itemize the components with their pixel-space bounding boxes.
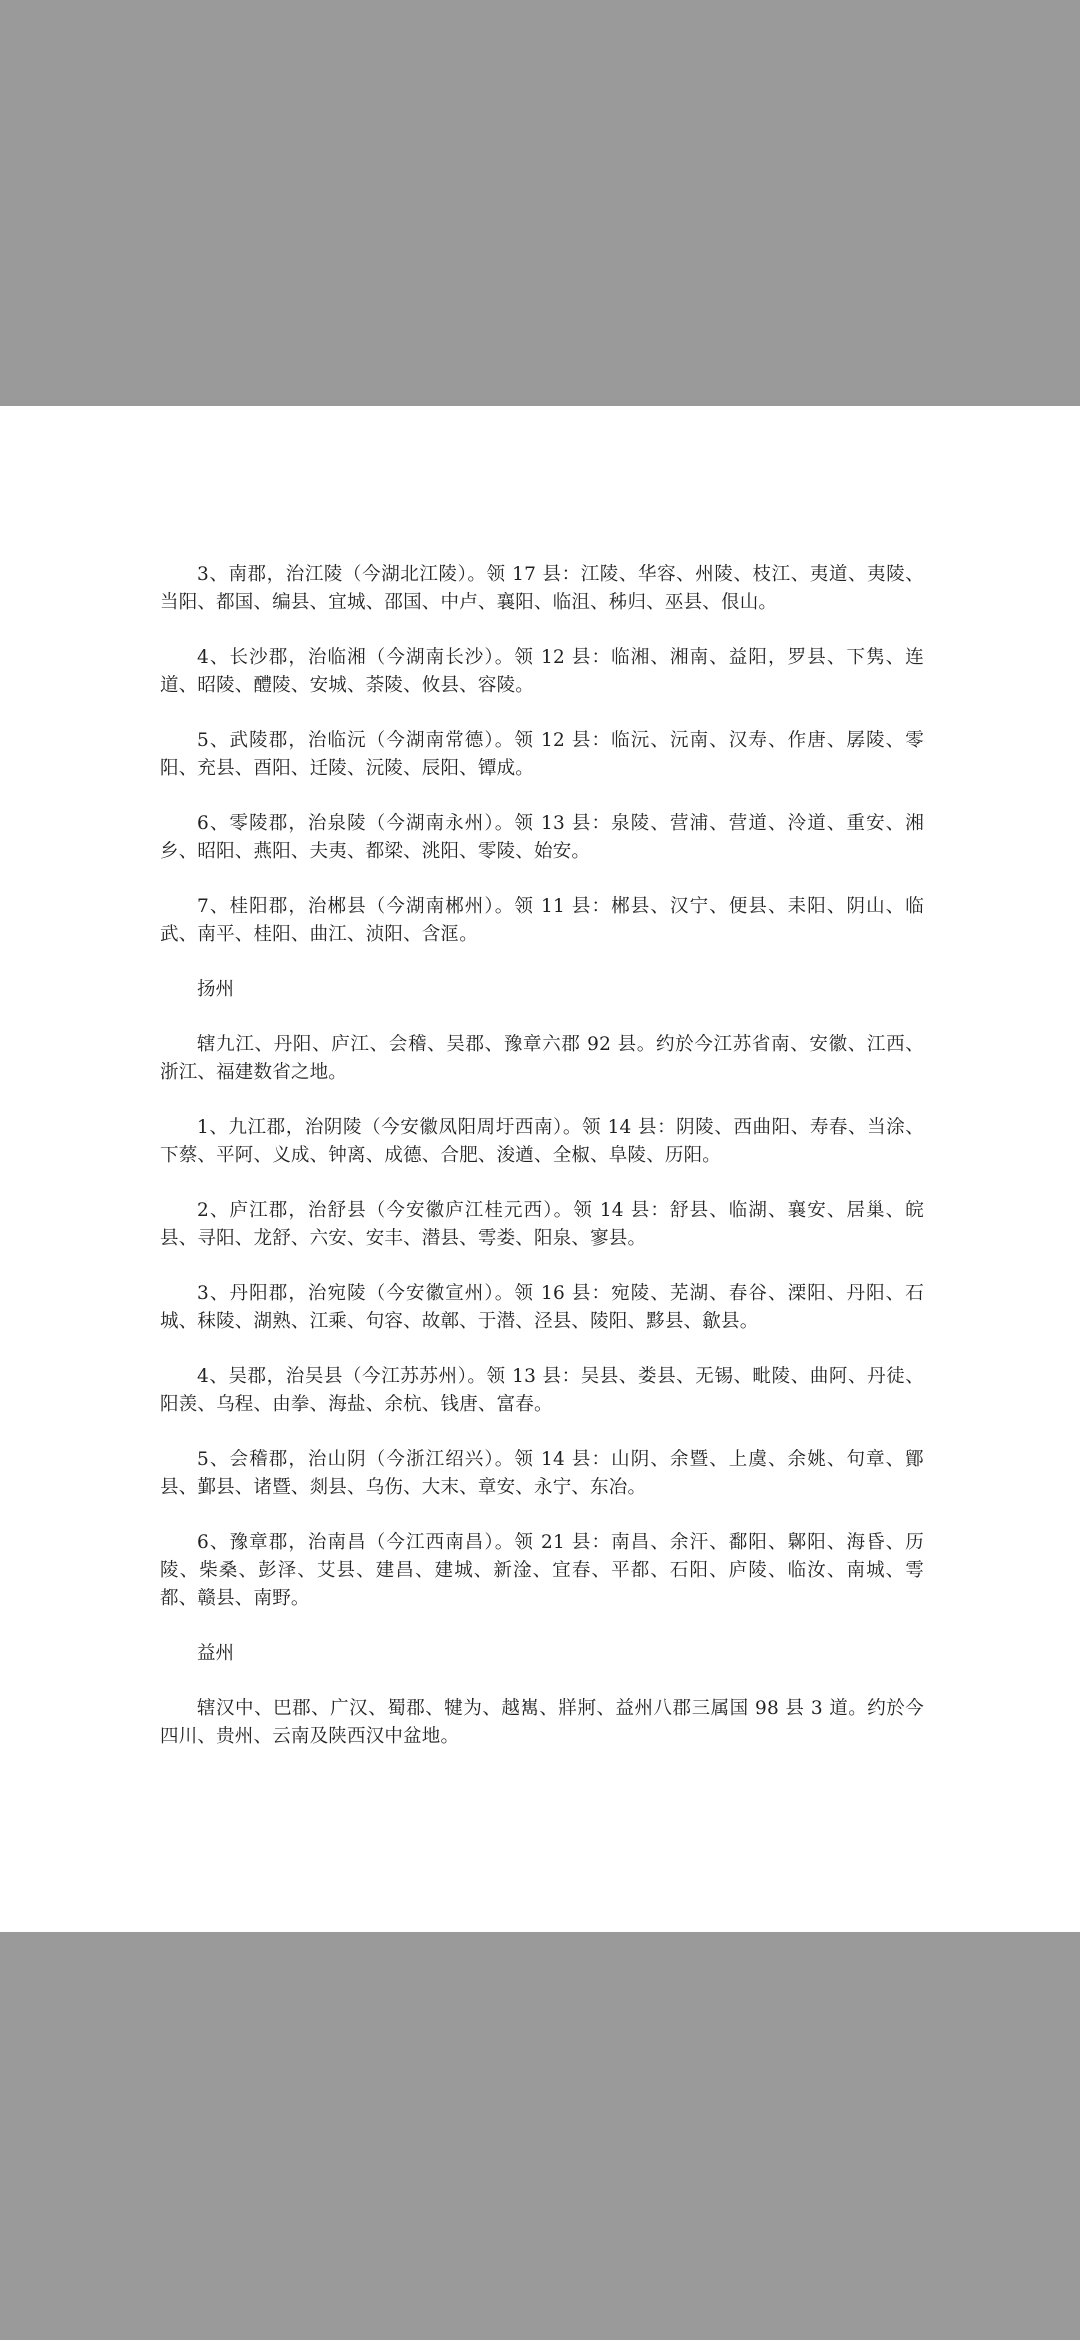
paragraph-danyang: 3、丹阳郡，治宛陵（今安徽宣州）。领 16 县：宛陵、芜湖、春谷、溧阳、丹阳、石城、秣陵、湖熟、江乘、句容、故鄣、于潜、泾县、陵阳、黟县、歙县。 [160,1283,924,1332]
section-heading-yizhou: 益州 [197,1643,235,1664]
document-content [160,561,924,1778]
section-heading-yangzhou: 扬州 [197,979,235,1000]
document-page[interactable] [0,406,1080,1932]
paragraph-guiyang: 7、桂阳郡，治郴县（今湖南郴州）。领 11 县：郴县、汉宁、便县、耒阳、阴山、临武、南平、桂阳、曲江、浈阳、含洭。 [160,896,924,945]
paragraph-changsha: 4、长沙郡，治临湘（今湖南长沙）。领 12 县：临湘、湘南、益阳，罗县、下隽、连道、昭陵、醴陵、安城、荼陵、攸县、容陵。 [160,647,924,696]
top-gray-margin [0,0,1080,406]
paragraph-lujiang: 2、庐江郡，治舒县（今安徽庐江桂元西）。领 14 县：舒县、临湖、襄安、居巢、皖县、寻阳、龙舒、六安、安丰、潜县、雩娄、阳泉、寥县。 [160,1200,924,1249]
paragraph-lingling: 6、零陵郡，治泉陵（今湖南永州）。领 13 县：泉陵、营浦、营道、泠道、重安、湘乡、昭阳、燕阳、夫夷、都梁、洮阳、零陵、始安。 [160,813,924,862]
paragraph-jiujiang: 1、九江郡，治阴陵（今安徽凤阳周圩西南）。领 14 县：阴陵、西曲阳、寿春、当涂、下蔡、平阿、义成、钟离、成德、合肥、浚遒、全椒、阜陵、历阳。 [160,1117,924,1166]
paragraph-yizhou-overview: 辖汉中、巴郡、广汉、蜀郡、犍为、越嶲、牂牁、益州八郡三属国 98 县 3 道。约於今四川、贵州、云南及陕西汉中盆地。 [160,1698,924,1747]
bottom-gray-margin [0,1932,1080,2340]
paragraph-wujun: 4、吴郡，治吴县（今江苏苏州）。领 13 县：吴县、娄县、无锡、毗陵、曲阿、丹徒、阳羡、乌程、由拳、海盐、余杭、钱唐、富春。 [160,1366,924,1415]
paragraph-kuaiji: 5、会稽郡，治山阴（今浙江绍兴）。领 14 县：山阴、余暨、上虞、余姚、句章、鄮县、鄞县、诸暨、剡县、乌伤、大末、章安、永宁、东冶。 [160,1449,924,1498]
paragraph-yangzhou-overview: 辖九江、丹阳、庐江、会稽、吴郡、豫章六郡 92 县。约於今江苏省南、安徽、江西、浙江、福建数省之地。 [160,1034,924,1083]
paragraph-wuling: 5、武陵郡，治临沅（今湖南常德）。领 12 县：临沅、沅南、汉寿、作唐、孱陵、零阳、充县、酉阳、迁陵、沅陵、辰阳、镡成。 [160,730,924,779]
paragraph-nanjun: 3、南郡，治江陵（今湖北江陵）。领 17 县：江陵、华容、州陵、枝江、夷道、夷陵、当阳、都国、编县、宜城、邵国、中卢、襄阳、临沮、秭归、巫县、佷山。 [160,564,924,613]
paragraph-yuzhang: 6、豫章郡，治南昌（今江西南昌）。领 21 县：南昌、余汗、鄱阳、鄡阳、海昏、历陵、柴桑、彭泽、艾县、建昌、建城、新淦、宜春、平都、石阳、庐陵、临汝、南城、雩都、赣县、南野。 [160,1532,924,1609]
